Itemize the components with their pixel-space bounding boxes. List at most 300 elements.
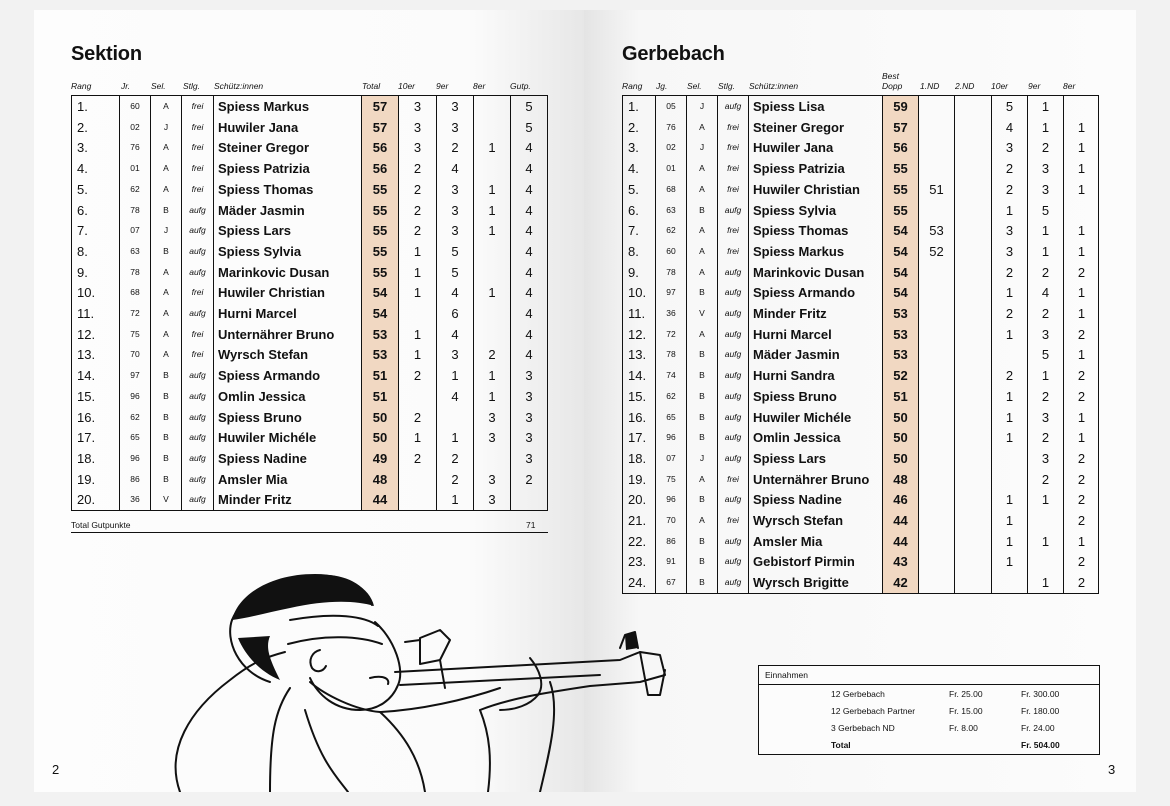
jahrgang-cell: 68 — [666, 183, 676, 194]
zehner-cell: 1 — [1005, 202, 1014, 218]
stlg-cell: frei — [191, 183, 204, 194]
rang-cell: 6. — [628, 202, 639, 218]
stlg-cell: aufg — [724, 328, 742, 339]
name-cell: Spiess Sylvia — [753, 202, 837, 218]
zehner-cell: 2 — [1005, 181, 1014, 197]
jahrgang-cell: 01 — [130, 163, 140, 174]
best-cell: 50 — [893, 430, 908, 446]
sel-cell: A — [699, 183, 705, 194]
achter-cell — [474, 96, 510, 117]
achter-cell: 2 — [1077, 388, 1086, 404]
stlg-cell: aufg — [189, 266, 206, 277]
sel-cell: A — [163, 308, 169, 318]
jahrgang-cell: 68 — [130, 287, 140, 298]
table-row — [72, 365, 547, 386]
name-cell: Steiner Gregor — [218, 140, 310, 156]
nd1-cell — [919, 303, 954, 324]
jahrgang-cell: 76 — [130, 142, 140, 153]
total-gutpunkte-label: Total Gutpunkte — [71, 520, 131, 530]
table-row — [623, 427, 1098, 448]
gutp-cell: 4 — [525, 306, 533, 321]
zehner-cell: 2 — [1005, 264, 1014, 280]
stlg-cell: frei — [727, 142, 739, 153]
table-row — [623, 282, 1098, 303]
achter-cell — [474, 324, 510, 345]
stlg-cell: aufg — [724, 535, 742, 546]
right-page-title: Gerbebach — [622, 43, 725, 65]
best-cell: 55 — [893, 181, 908, 197]
einnahmen-amount: Fr. 180.00 — [1021, 706, 1060, 716]
stlg-cell: aufg — [724, 349, 742, 360]
best-cell: 53 — [893, 306, 908, 321]
table-row — [72, 220, 547, 241]
table-row — [623, 365, 1098, 386]
jahrgang-cell: 65 — [130, 432, 140, 443]
neuner-cell: 5 — [1041, 347, 1050, 363]
stlg-cell: frei — [191, 101, 204, 111]
name-cell: Spiess Bruno — [218, 409, 302, 425]
achter-cell: 1 — [1077, 347, 1086, 363]
zehner-cell: 2 — [413, 368, 422, 384]
total-cell: 55 — [372, 181, 388, 197]
jahrgang-cell: 72 — [666, 328, 676, 339]
name-cell: Spiess Patrizia — [218, 161, 310, 177]
nd1-cell — [919, 407, 954, 428]
gutp-cell: 4 — [525, 243, 533, 259]
jahrgang-cell: 07 — [666, 452, 676, 463]
header-9er-r: 9er — [1028, 81, 1041, 91]
name-cell: Unternährer Bruno — [218, 326, 335, 342]
nd1-cell — [919, 344, 954, 365]
zehner-cell: 1 — [413, 430, 422, 446]
header-2nd: 2.ND — [955, 81, 975, 91]
zehner-cell: 3 — [1005, 140, 1014, 156]
sel-cell: V — [163, 494, 169, 505]
name-cell: Gebistorf Pirmin — [753, 554, 855, 570]
table-row — [72, 448, 547, 469]
neuner-cell: 2 — [1041, 388, 1050, 404]
achter-cell — [474, 158, 510, 179]
name-cell: Mäder Jasmin — [218, 202, 305, 218]
rang-cell: 8. — [77, 243, 88, 259]
nd1-cell — [919, 510, 954, 531]
total-cell: 55 — [372, 264, 388, 280]
stlg-cell: frei — [727, 245, 739, 256]
einnahmen-total-value: Fr. 504.00 — [1021, 740, 1060, 750]
stlg-cell: frei — [191, 349, 204, 360]
best-cell: 54 — [893, 285, 908, 301]
table-row — [72, 117, 547, 138]
sel-cell: B — [699, 494, 705, 505]
sektion-table — [71, 95, 548, 511]
achter-cell: 3 — [488, 430, 496, 446]
best-cell: 48 — [893, 471, 908, 487]
name-cell: Spiess Patrizia — [753, 161, 845, 177]
rang-cell: 11. — [628, 306, 646, 321]
neuner-cell: 3 — [451, 347, 459, 363]
einnahmen-price: Fr. 8.00 — [949, 723, 978, 733]
achter-cell: 2 — [488, 347, 496, 363]
achter-cell: 2 — [1077, 575, 1086, 591]
nd2-cell — [955, 344, 991, 365]
zehner-cell: 4 — [1005, 119, 1014, 135]
stlg-cell: aufg — [724, 287, 742, 298]
name-cell: Omlin Jessica — [218, 388, 306, 404]
sel-cell: B — [699, 577, 705, 588]
stlg-cell: frei — [191, 287, 204, 298]
einnahmen-price: Fr. 25.00 — [949, 689, 983, 699]
stlg-cell: aufg — [724, 101, 742, 111]
header-schuetzinnen-r: Schütz:innen — [749, 81, 799, 91]
neuner-cell: 1 — [451, 492, 459, 508]
zehner-cell — [992, 448, 1027, 469]
achter-cell: 1 — [1077, 306, 1086, 321]
table-row — [623, 117, 1098, 138]
nd2-cell — [955, 469, 991, 490]
stlg-cell: frei — [191, 121, 204, 132]
header-8er-r: 8er — [1063, 81, 1076, 91]
rang-cell: 3. — [628, 140, 639, 156]
rang-cell: 13. — [628, 347, 647, 363]
table-row — [623, 386, 1098, 407]
achter-cell — [1064, 96, 1099, 117]
zehner-cell: 3 — [1005, 223, 1014, 239]
achter-cell: 3 — [488, 409, 496, 425]
neuner-cell: 2 — [451, 450, 459, 466]
nd2-cell — [955, 448, 991, 469]
total-cell: 53 — [372, 347, 388, 363]
achter-cell: 1 — [488, 223, 496, 239]
nd1-cell — [919, 489, 954, 510]
header-jg: Jg. — [656, 81, 668, 91]
gutp-cell: 5 — [525, 119, 533, 135]
stlg-cell: aufg — [724, 556, 742, 567]
rang-cell: 19. — [77, 471, 96, 487]
sel-cell: A — [163, 287, 169, 298]
nd1-cell — [919, 386, 954, 407]
stlg-cell: frei — [191, 163, 204, 174]
stlg-cell: aufg — [189, 245, 206, 256]
achter-cell: 2 — [1077, 492, 1086, 508]
best-cell: 43 — [893, 554, 908, 570]
jahrgang-cell: 36 — [666, 308, 676, 318]
sel-cell: B — [163, 411, 169, 422]
einnahmen-item: 12 Gerbebach Partner — [831, 706, 916, 716]
stlg-cell: aufg — [724, 411, 742, 422]
table-row — [623, 96, 1098, 117]
neuner-cell: 1 — [1041, 575, 1050, 591]
total-cell: 49 — [372, 450, 388, 466]
zehner-cell: 1 — [1005, 430, 1014, 446]
sel-cell: B — [699, 390, 705, 401]
sel-cell: B — [699, 349, 705, 360]
total-cell: 48 — [372, 471, 388, 487]
name-cell: Huwiler Michéle — [753, 409, 852, 425]
rang-cell: 19. — [628, 471, 647, 487]
table-row — [623, 551, 1098, 572]
einnahmen-amount: Fr. 300.00 — [1021, 689, 1060, 699]
neuner-cell: 1 — [451, 368, 459, 384]
zehner-cell — [992, 469, 1027, 490]
achter-cell — [474, 448, 510, 469]
total-cell: 51 — [372, 368, 388, 384]
neuner-cell: 3 — [451, 223, 459, 239]
neuner-cell: 2 — [451, 471, 459, 487]
name-cell: Huwiler Christian — [218, 285, 325, 301]
table-row — [72, 324, 547, 345]
rang-cell: 11. — [77, 306, 95, 321]
total-cell: 50 — [372, 430, 388, 446]
nd1-cell — [919, 137, 954, 158]
gutp-cell: 3 — [525, 368, 533, 384]
nd1-cell: 53 — [929, 223, 944, 239]
sel-cell: B — [699, 370, 705, 381]
stlg-cell: frei — [191, 328, 204, 339]
jahrgang-cell: 63 — [130, 245, 140, 256]
nd2-cell — [955, 262, 991, 283]
jahrgang-cell: 91 — [666, 556, 676, 567]
zehner-cell: 2 — [413, 223, 422, 239]
neuner-cell — [1028, 551, 1063, 572]
table-row — [623, 241, 1098, 262]
name-cell: Huwiler Jana — [753, 140, 834, 156]
name-cell: Spiess Markus — [753, 243, 845, 259]
header-stlg-r: Stlg. — [718, 81, 736, 91]
jahrgang-cell: 86 — [666, 535, 676, 546]
table-row — [623, 407, 1098, 428]
achter-cell: 3 — [488, 492, 496, 508]
table-row — [623, 303, 1098, 324]
name-cell: Spiess Bruno — [753, 388, 837, 404]
stlg-cell: aufg — [189, 411, 206, 422]
name-cell: Huwiler Christian — [753, 181, 860, 197]
sel-cell: B — [163, 245, 169, 256]
sel-cell: A — [163, 349, 169, 360]
best-cell: 54 — [893, 264, 908, 280]
total-rule — [71, 532, 548, 533]
rang-cell: 21. — [628, 513, 647, 528]
neuner-cell: 5 — [451, 243, 459, 259]
left-page-title: Sektion — [71, 43, 142, 65]
rang-cell: 20. — [77, 492, 96, 508]
achter-cell — [1064, 200, 1099, 221]
zehner-cell: 5 — [1005, 99, 1014, 114]
achter-cell: 1 — [488, 202, 496, 218]
table-row — [623, 262, 1098, 283]
stlg-cell: frei — [727, 225, 739, 236]
nd2-cell — [955, 489, 991, 510]
gutp-cell: 4 — [525, 140, 533, 156]
zehner-cell: 1 — [1005, 513, 1014, 528]
stlg-cell: frei — [727, 121, 739, 132]
nd2-cell — [955, 158, 991, 179]
sel-cell: A — [163, 101, 169, 111]
name-cell: Marinkovic Dusan — [753, 264, 865, 280]
table-row — [623, 200, 1098, 221]
name-cell: Spiess Lisa — [753, 99, 825, 114]
table-row — [623, 469, 1098, 490]
zehner-cell: 2 — [413, 450, 422, 466]
total-cell: 51 — [372, 388, 388, 404]
name-cell: Hurni Marcel — [218, 306, 297, 321]
zehner-cell: 3 — [1005, 243, 1014, 259]
stlg-cell: aufg — [189, 452, 206, 463]
achter-cell: 1 — [1077, 140, 1086, 156]
einnahmen-total-label: Total — [831, 740, 851, 750]
sel-cell: V — [699, 308, 705, 318]
header-1nd: 1.ND — [920, 81, 940, 91]
jahrgang-cell: 96 — [666, 494, 676, 505]
nd1-cell: 52 — [929, 243, 944, 259]
achter-cell: 1 — [1077, 223, 1086, 239]
neuner-cell: 3 — [451, 181, 459, 197]
sel-cell: J — [163, 225, 169, 236]
stlg-cell: aufg — [724, 266, 742, 277]
nd2-cell — [955, 117, 991, 138]
total-cell: 50 — [372, 409, 388, 425]
neuner-cell: 6 — [451, 306, 459, 321]
zehner-cell: 1 — [413, 285, 422, 301]
rang-cell: 22. — [628, 533, 647, 549]
table-row — [623, 179, 1098, 200]
jahrgang-cell: 78 — [666, 349, 676, 360]
rang-cell: 2. — [628, 119, 639, 135]
jahrgang-cell: 74 — [666, 370, 676, 381]
achter-cell: 2 — [1077, 368, 1086, 384]
stlg-cell: aufg — [189, 390, 206, 401]
header-schuetzinnen: Schütz:innen — [214, 81, 264, 91]
zehner-cell: 2 — [413, 409, 422, 425]
zehner-cell: 1 — [1005, 492, 1014, 508]
achter-cell: 1 — [1077, 119, 1086, 135]
jahrgang-cell: 02 — [130, 121, 140, 132]
nd2-cell — [955, 572, 991, 593]
name-cell: Huwiler Jana — [218, 119, 299, 135]
total-cell: 56 — [372, 140, 388, 156]
jahrgang-cell: 67 — [666, 577, 676, 588]
rang-cell: 8. — [628, 243, 639, 259]
rang-cell: 15. — [628, 388, 647, 404]
jahrgang-cell: 78 — [130, 204, 140, 215]
best-cell: 52 — [893, 368, 908, 384]
name-cell: Hurni Marcel — [753, 326, 832, 342]
header-stlg: Stlg. — [183, 81, 201, 91]
header-10er-r: 10er — [991, 81, 1009, 91]
sel-cell: A — [699, 245, 705, 256]
neuner-cell: 4 — [451, 161, 459, 177]
einnahmen-item: 3 Gerbebach ND — [831, 723, 895, 733]
header-8er: 8er — [473, 81, 486, 91]
rang-cell: 9. — [77, 264, 88, 280]
gutp-cell: 3 — [525, 388, 533, 404]
header-gutp: Gutp. — [510, 81, 531, 91]
sel-cell: B — [699, 432, 705, 443]
rang-cell: 24. — [628, 575, 647, 591]
neuner-cell: 1 — [1041, 223, 1050, 239]
nd1-cell — [919, 262, 954, 283]
achter-cell: 2 — [1077, 326, 1086, 342]
jahrgang-cell: 60 — [130, 101, 140, 111]
table-row — [623, 324, 1098, 345]
table-row — [623, 489, 1098, 510]
stlg-cell: aufg — [724, 204, 742, 215]
neuner-cell: 1 — [1041, 119, 1050, 135]
nd1-cell — [919, 365, 954, 386]
name-cell: Spiess Nadine — [218, 450, 307, 466]
gutp-cell: 5 — [525, 99, 533, 114]
rang-cell: 14. — [628, 368, 647, 384]
left-page-number: 2 — [52, 762, 60, 777]
sel-cell: B — [163, 452, 169, 463]
sel-cell: A — [699, 121, 705, 132]
neuner-cell: 1 — [1041, 492, 1050, 508]
gutp-cell: 2 — [525, 471, 533, 487]
total-cell: 57 — [372, 99, 388, 114]
jahrgang-cell: 05 — [666, 101, 676, 111]
rifle-shooter-illustration — [120, 560, 690, 792]
jahrgang-cell: 78 — [130, 266, 140, 277]
achter-cell: 1 — [1077, 161, 1086, 177]
nd2-cell — [955, 386, 991, 407]
nd1-cell: 51 — [929, 181, 944, 197]
nd1-cell — [919, 531, 954, 552]
name-cell: Minder Fritz — [753, 306, 827, 321]
rang-cell: 5. — [77, 181, 88, 197]
achter-cell — [474, 303, 510, 324]
neuner-cell — [437, 407, 473, 428]
zehner-cell: 1 — [1005, 533, 1014, 549]
rang-cell: 1. — [628, 99, 639, 114]
rang-cell: 13. — [77, 347, 96, 363]
zehner-cell — [992, 572, 1027, 593]
rang-cell: 20. — [628, 492, 647, 508]
rang-cell: 2. — [77, 119, 88, 135]
neuner-cell: 1 — [451, 430, 459, 446]
neuner-cell: 2 — [1041, 471, 1050, 487]
sel-cell: A — [163, 142, 169, 153]
zehner-cell: 1 — [1005, 554, 1014, 570]
neuner-cell: 4 — [451, 285, 459, 301]
table-row — [72, 469, 547, 490]
stlg-cell: aufg — [189, 225, 206, 236]
total-cell: 55 — [372, 202, 388, 218]
nd1-cell — [919, 551, 954, 572]
zehner-cell — [992, 344, 1027, 365]
rang-cell: 16. — [628, 409, 647, 425]
gutp-cell: 4 — [525, 326, 533, 342]
achter-cell: 1 — [488, 388, 496, 404]
stlg-cell: aufg — [189, 473, 206, 484]
jahrgang-cell: 62 — [666, 225, 676, 236]
name-cell: Wyrsch Brigitte — [753, 575, 849, 591]
table-row — [72, 262, 547, 283]
jahrgang-cell: 97 — [130, 370, 140, 381]
neuner-cell: 3 — [451, 99, 459, 114]
stlg-cell: aufg — [189, 308, 206, 318]
zehner-cell — [399, 386, 436, 407]
stlg-cell: aufg — [724, 390, 742, 401]
sel-cell: A — [699, 163, 705, 174]
sel-cell: J — [699, 452, 705, 463]
rang-cell: 18. — [77, 450, 96, 466]
header-sel: Sel. — [151, 81, 166, 91]
name-cell: Spiess Thomas — [753, 223, 849, 239]
header-sel-r: Sel. — [687, 81, 702, 91]
name-cell: Wyrsch Stefan — [753, 513, 844, 528]
neuner-cell: 3 — [451, 202, 459, 218]
name-cell: Amsler Mia — [753, 533, 823, 549]
stlg-cell: aufg — [724, 308, 742, 318]
